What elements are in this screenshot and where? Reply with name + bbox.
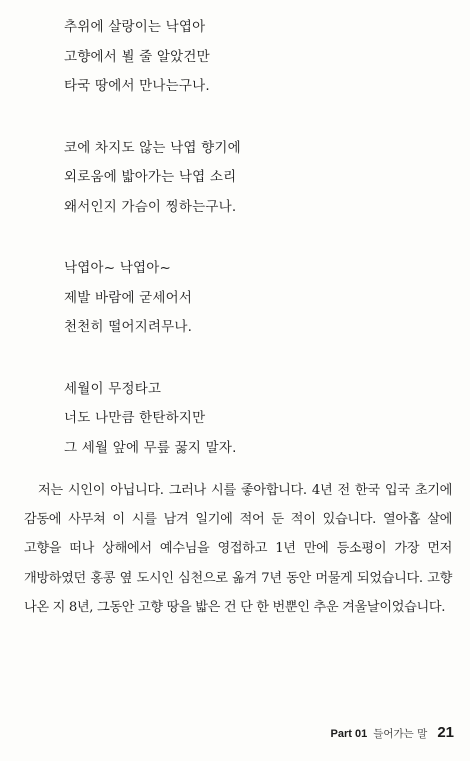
poem-stanza	[64, 254, 424, 343]
poem	[64, 13, 424, 463]
page-number: 21	[437, 724, 454, 741]
chapter-title: 들어가는 말	[373, 728, 428, 740]
poem-line: 너도 나만큼 한탄하지만	[64, 410, 206, 426]
poem-stanza	[64, 375, 424, 464]
poem-line: 그 세월 앞에 무릎 꿇지 말자.	[64, 439, 237, 456]
poem-line: 제발 바람에 굳세어서	[64, 289, 193, 306]
poem-line: 왜서인지 가슴이 찡하는구나.	[64, 198, 237, 215]
page-footer	[331, 724, 454, 741]
poem-line: 천천히 떨어지려무나.	[64, 319, 193, 335]
poem-line: 낙엽아~ 낙엽아~	[64, 260, 171, 276]
poem-line: 외로움에 밟아가는 낙엽 소리	[64, 169, 237, 185]
poem-stanza	[64, 13, 424, 102]
prose-paragraph: 저는 시인이 아닙니다. 그러나 시를 좋아합니다. 4년 전 한국 입국 초기에 감동에 사무쳐 이 시를 남겨 일기에 적어 둔 적이 있습니다. 열아홉 살에 고향을 떠나 상해에서 예수님을 영접하고 1년 만에 등소평이 가장 먼저 개방하였던 홍콩 옆 도시인 심천으로 옮겨 7년 동안 머물게 되었습니다. 고향 나온 지 8년, 그동안 고향 땅을 밟은 건 단 한 번뿐인 추운 겨울날이었습니다.	[24, 483, 452, 615]
part-label: Part 01	[330, 728, 368, 740]
poem-line: 세월이 무정타고	[64, 380, 162, 397]
poem-line: 고향에서 뵐 줄 알았건만	[64, 48, 210, 65]
poem-stanza	[64, 134, 424, 223]
poem-line: 타국 땅에서 만나는구나.	[64, 78, 210, 94]
poem-line: 추위에 살랑이는 낙엽아	[64, 19, 206, 35]
poem-line: 코에 차지도 않는 낙엽 향기에	[64, 139, 241, 156]
